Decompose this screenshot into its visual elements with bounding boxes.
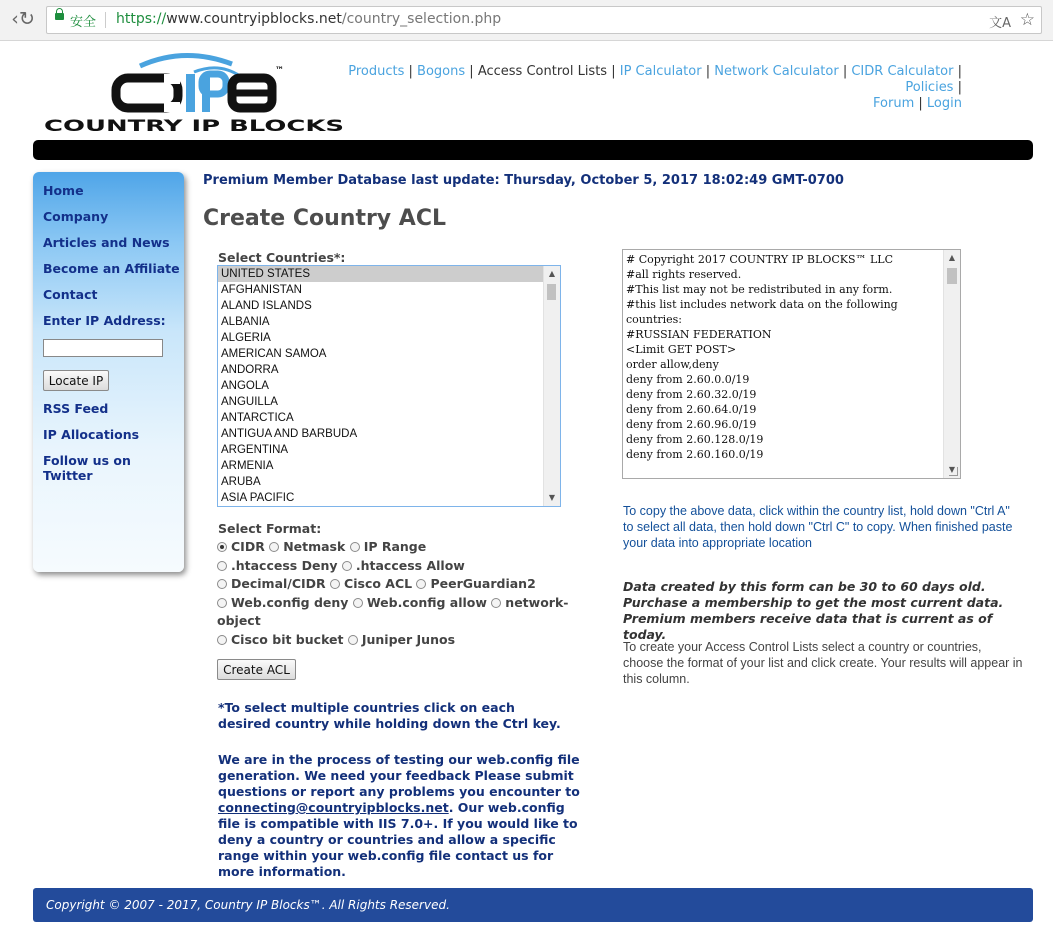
format-label: .htaccess Allow	[355, 557, 465, 573]
format-label: CIDR	[231, 539, 265, 554]
radio-cidr[interactable]	[217, 542, 227, 552]
multi-select-note: *To select multiple countries click on each desired country while holding down the Ctrl key.	[218, 700, 561, 731]
country-option[interactable]: ALBANIA	[221, 316, 270, 328]
sidebar-item-ip-allocations[interactable]: IP Allocations	[43, 427, 140, 442]
country-option[interactable]: ARGENTINA	[221, 444, 289, 456]
ip-address-label: Enter IP Address:	[43, 313, 166, 328]
format-option-netmask[interactable]	[269, 539, 345, 554]
logo-swoosh	[140, 55, 232, 66]
scroll-up-arrow-icon[interactable]: ▲	[548, 269, 556, 278]
url-path: /country_selection.php	[341, 11, 502, 27]
country-option[interactable]: ANDORRA	[221, 364, 279, 376]
radio-webconfig-allow[interactable]	[353, 598, 363, 608]
reload-icon[interactable]: ↻	[19, 8, 35, 30]
webconfig-note-text-2: . Our web.config file is compatible with IIS 7.0+. If you would like to deny a country or countries and allow a specific range within your web.config file contact us for more information.	[218, 800, 578, 879]
footer	[33, 888, 1033, 922]
radio-juniper-junos[interactable]	[348, 635, 358, 645]
back-icon[interactable]: ‹	[11, 8, 19, 30]
browser-toolbar	[0, 0, 1053, 41]
select-format-label: Select Format:	[218, 521, 322, 536]
format-option-cisco-acl[interactable]	[330, 576, 412, 591]
format-option-cidr[interactable]	[217, 539, 265, 554]
select-countries-label	[218, 250, 345, 265]
sidebar-item-company[interactable]: Company	[43, 209, 109, 224]
format-label: Cisco bit bucket	[231, 631, 344, 647]
format-label: Web.config allow	[366, 594, 487, 610]
country-listbox[interactable]	[217, 265, 561, 507]
scroll-thumb[interactable]	[547, 284, 556, 300]
country-option[interactable]: ANGOLA	[221, 380, 269, 392]
format-option-webconfig-allow[interactable]	[353, 595, 487, 610]
webconfig-note-text: We are in the process of testing our web.config file generation. We need your feedback Please submit questions or report any problems you encounter to	[218, 752, 580, 799]
format-label: Cisco ACL	[344, 576, 413, 592]
scroll-down-arrow-icon[interactable]: ▼	[948, 465, 956, 474]
sidebar-item-rss[interactable]: RSS Feed	[43, 401, 109, 416]
url-protocol: https://	[116, 11, 167, 27]
format-option-webconfig-deny[interactable]	[217, 595, 348, 610]
format-option-htaccess-allow[interactable]	[342, 558, 465, 573]
radio-netmask[interactable]	[269, 542, 279, 552]
format-label: network-object	[217, 594, 569, 629]
nav-forum[interactable]: Forum	[873, 96, 915, 111]
secure-label: 安全	[70, 15, 97, 30]
format-radio-group	[217, 538, 587, 650]
sidebar-item-twitter[interactable]: Follow us on Twitter	[43, 453, 131, 483]
country-option[interactable]: AFGHANISTAN	[221, 284, 302, 296]
logo-wordmark: COUNTRY IP BLOCKS	[44, 116, 344, 134]
select-countries-text: Select Countries	[218, 250, 334, 265]
country-list-scrollbar[interactable]	[543, 266, 560, 506]
nav-separator: |	[408, 64, 413, 79]
create-instructions: To create your Access Control Lists select a country or countries, choose the format of your list and click create. Your results will appear in this column.	[623, 640, 1023, 686]
bookmark-star-icon[interactable]: ☆	[1019, 10, 1035, 30]
country-option[interactable]: AMERICAN SAMOA	[221, 348, 327, 360]
nav-separator: |	[469, 64, 474, 79]
country-option[interactable]: UNITED STATES	[218, 266, 560, 282]
last-update-text: Premium Member Database last update: Thursday, October 5, 2017 18:02:49 GMT-0700	[203, 173, 844, 188]
radio-webconfig-deny[interactable]	[217, 598, 227, 608]
sidebar-item-affiliate[interactable]: Become an Affiliate	[43, 261, 180, 276]
format-option-peerguardian2[interactable]	[416, 576, 535, 591]
nav-separator: |	[842, 64, 848, 79]
translate-icon[interactable]: 文A	[989, 16, 1011, 31]
nav-separator: |	[918, 96, 923, 111]
country-option[interactable]: ANTARCTICA	[221, 412, 294, 424]
format-label: Web.config deny	[231, 594, 349, 610]
country-option[interactable]: ANGUILLA	[221, 396, 278, 408]
radio-htaccess-allow[interactable]	[342, 561, 352, 571]
nav-access-control-lists[interactable]: Access Control Lists	[477, 64, 608, 79]
nav-login[interactable]: Login	[926, 96, 962, 111]
footer-copyright: Copyright © 2007 - 2017, Country IP Blocks™. All Rights Reserved.	[46, 898, 450, 912]
format-label: Decimal/CIDR	[231, 576, 326, 592]
data-age-note: Data created by this form can be 30 to 60 days old. Purchase a membership to get the most current data. Premium members receive data that is current as of today.	[623, 579, 1004, 642]
contact-email-link[interactable]: connecting@countryipblocks.net	[218, 800, 449, 815]
nav-separator: |	[705, 64, 711, 79]
sidebar-item-articles[interactable]: Articles and News	[43, 235, 170, 250]
format-label: PeerGuardian2	[430, 576, 536, 592]
page-title: Create Country ACL	[203, 206, 446, 231]
radio-htaccess-deny[interactable]	[217, 561, 227, 571]
acl-output-textarea[interactable]	[622, 249, 961, 479]
output-scrollbar[interactable]	[943, 250, 960, 478]
copy-instructions: To copy the above data, click within the country list, hold down "Ctrl A" to select all data, then hold down "Ctrl C" to copy. When finished paste your data into appropriate location	[623, 504, 1013, 550]
trademark-mark: ™	[275, 66, 284, 76]
resize-grip-icon[interactable]	[949, 467, 958, 476]
format-label: Juniper Junos	[361, 631, 456, 647]
sidebar-item-contact[interactable]: Contact	[43, 287, 98, 302]
top-navigation	[298, 64, 962, 112]
nav-separator: |	[957, 64, 962, 79]
webconfig-note	[218, 752, 586, 880]
country-option[interactable]: ARMENIA	[221, 460, 274, 472]
nav-policies[interactable]: Policies	[905, 80, 954, 95]
scroll-up-arrow-icon[interactable]: ▲	[948, 253, 956, 262]
format-option-juniper-junos[interactable]	[348, 632, 455, 647]
nav-separator: |	[611, 64, 616, 79]
format-option-htaccess-deny[interactable]	[217, 558, 338, 573]
country-option[interactable]: ARUBA	[221, 476, 261, 488]
header-divider-bar	[33, 140, 1033, 160]
lock-icon	[55, 13, 64, 20]
radio-network-object[interactable]	[491, 598, 501, 608]
format-option-decimal-cidr[interactable]	[217, 576, 326, 591]
country-option[interactable]: ASIA PACIFIC	[221, 492, 295, 504]
sidebar	[33, 172, 184, 572]
create-acl-button[interactable]: Create ACL	[217, 659, 296, 680]
country-option[interactable]: ALGERIA	[221, 332, 271, 344]
format-label: IP Range	[363, 539, 427, 554]
radio-decimal-cidr[interactable]	[217, 579, 227, 589]
radio-cisco-acl[interactable]	[330, 579, 340, 589]
nav-bogons[interactable]: Bogons	[417, 64, 466, 79]
acl-output-text[interactable]: # Copyright 2017 COUNTRY IP BLOCKS™ LLC #all rights reserved. #This list may not be redistributed in any form. #this list includes network data on the following countries: #RUSSIAN FEDERATION <Limit GET POST> order allow,deny deny from 2.60.0.0/19 deny from 2.60.32.0/19 deny from 2.60.64.0/19 deny from 2.60.96.0/19 deny from 2.60.128.0/19 deny from 2.60.160.0/19	[626, 253, 898, 461]
nav-separator: |	[957, 80, 962, 95]
scroll-down-arrow-icon[interactable]: ▼	[548, 493, 556, 502]
country-option[interactable]: ALAND ISLANDS	[221, 300, 312, 312]
scroll-thumb[interactable]	[947, 268, 957, 284]
logo-letter-i	[186, 74, 195, 112]
url-host: www.countryipblocks.net	[166, 11, 342, 27]
address-bar[interactable]	[46, 6, 1042, 34]
format-option-ip-range[interactable]	[350, 539, 427, 554]
nav-cidr-calculator[interactable]: CIDR Calculator	[851, 64, 954, 79]
radio-ip-range[interactable]	[350, 542, 360, 552]
locate-ip-button[interactable]: Locate IP	[43, 370, 109, 391]
url-divider	[105, 12, 106, 28]
radio-cisco-bit-bucket[interactable]	[217, 635, 227, 645]
ip-address-input[interactable]	[43, 339, 163, 357]
format-label: Netmask	[283, 539, 346, 554]
sidebar-item-home[interactable]: Home	[43, 183, 84, 198]
nav-network-calculator[interactable]: Network Calculator	[714, 64, 839, 79]
required-marker: *:	[333, 250, 346, 265]
url-text[interactable]	[116, 11, 501, 27]
radio-peerguardian2[interactable]	[416, 579, 426, 589]
format-option-cisco-bit-bucket[interactable]	[217, 632, 344, 647]
nav-ip-calculator[interactable]: IP Calculator	[619, 64, 702, 79]
country-option[interactable]: ANTIGUA AND BARBUDA	[221, 428, 358, 440]
format-label: .htaccess Deny	[231, 557, 338, 573]
nav-products[interactable]: Products	[348, 64, 405, 79]
